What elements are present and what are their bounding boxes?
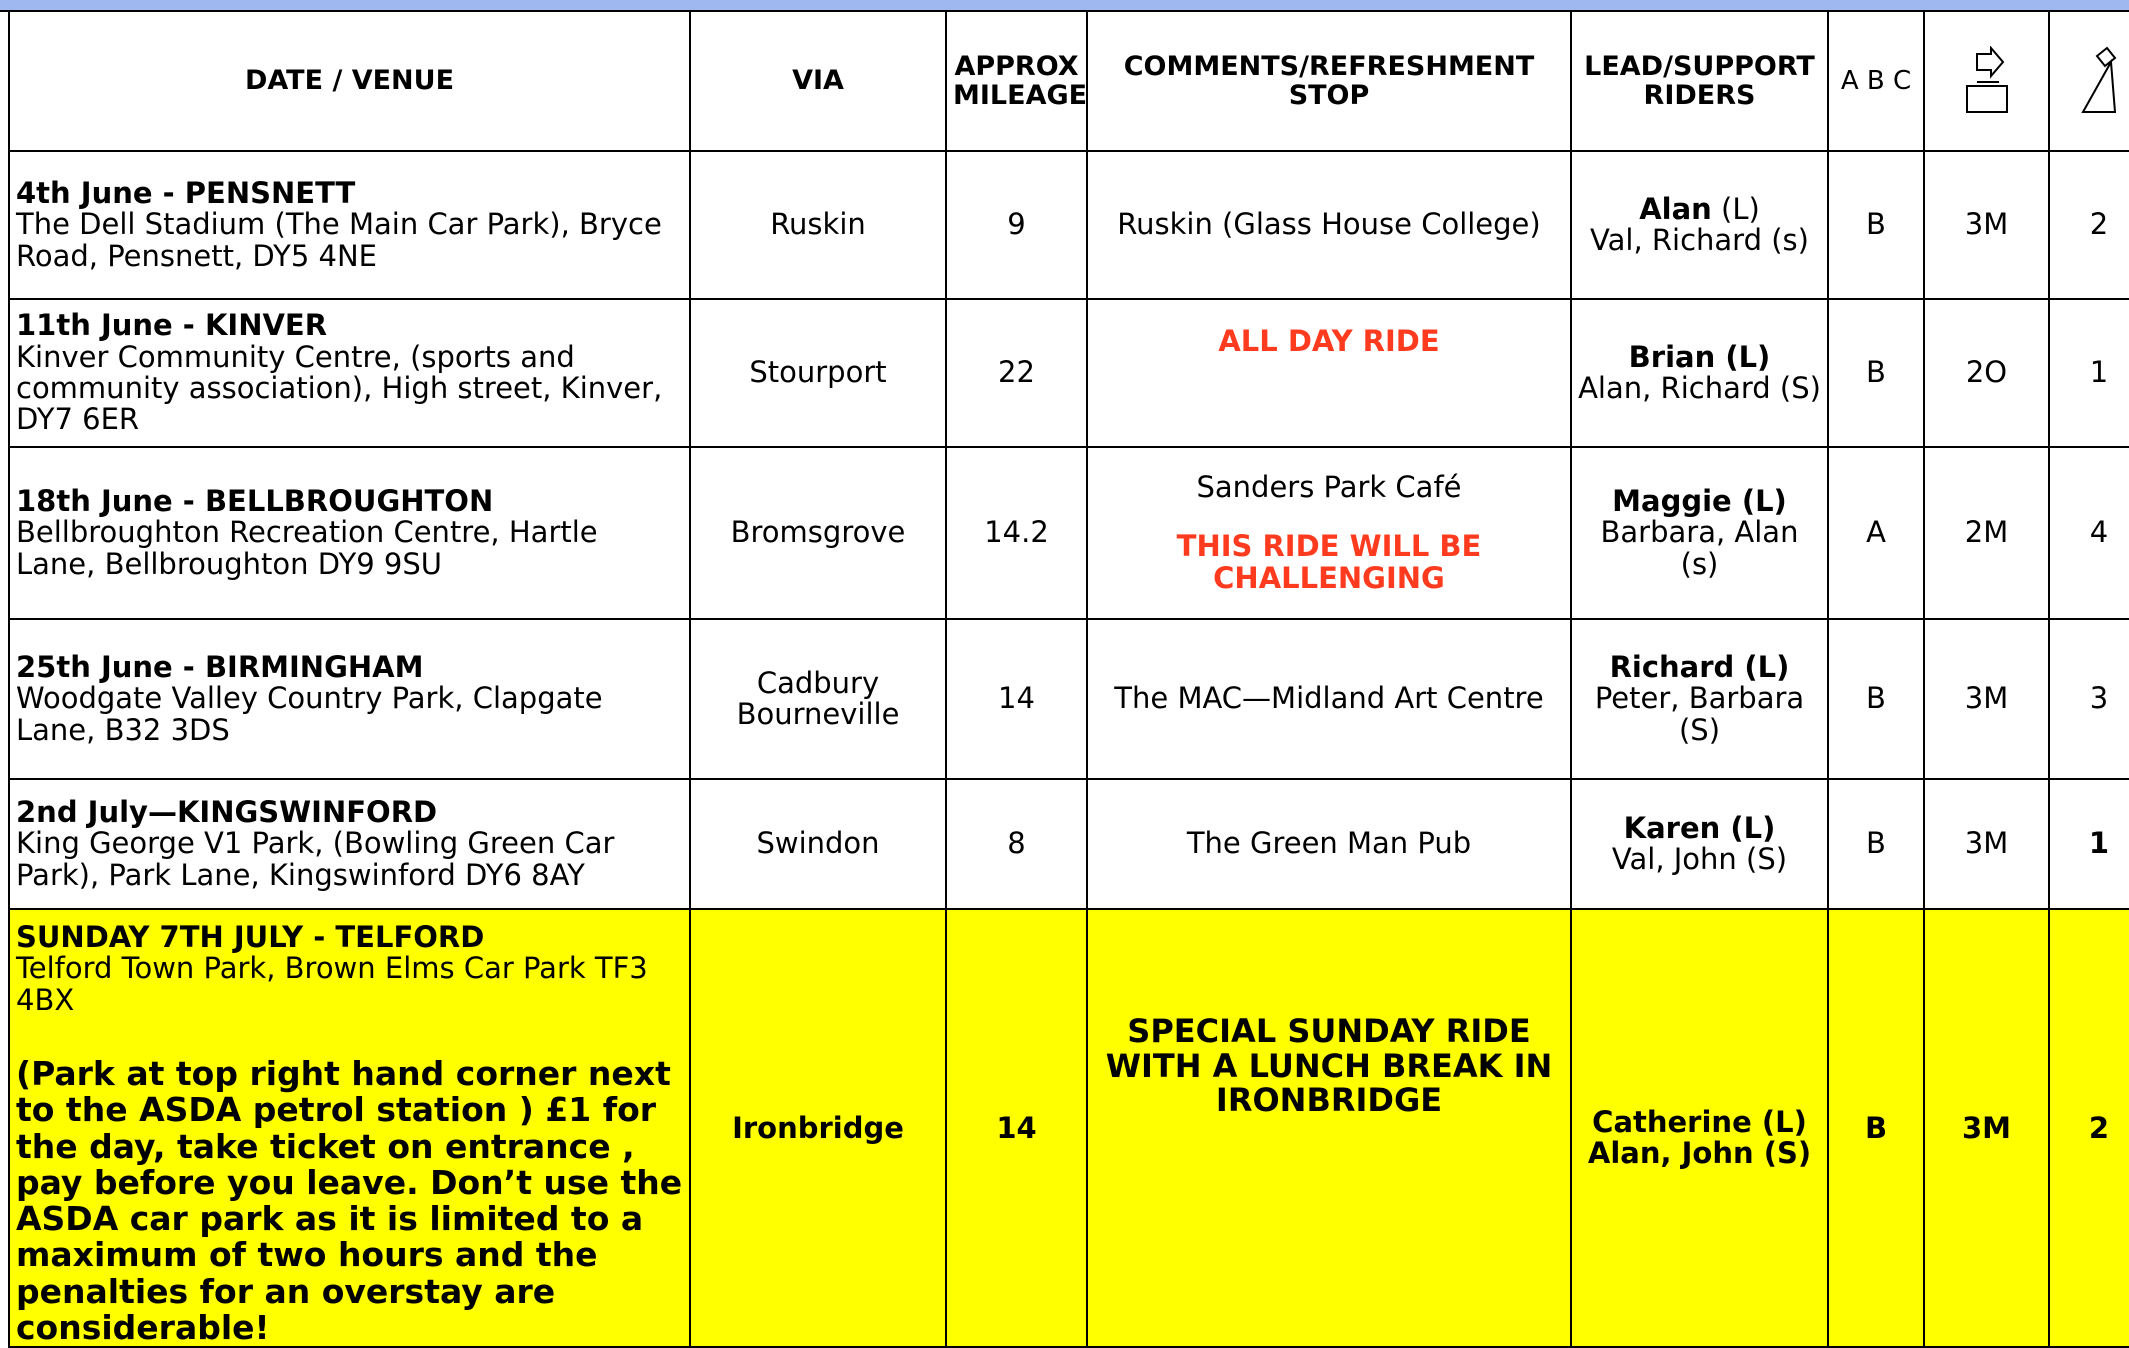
via-cell: Ironbridge [690, 909, 946, 1347]
ramp-incline-icon [2077, 46, 2121, 116]
riders-cell [1571, 299, 1828, 447]
lead-rider: Alan [1639, 191, 1712, 226]
header-row [9, 11, 2129, 151]
ride-date: SUNDAY 7TH JULY - TELFORD [16, 920, 485, 954]
parking-cell: 3M [1924, 619, 2049, 779]
ride-date: 18th June - BELLBROUGHTON [16, 484, 494, 519]
comment-text: Ruskin (Glass House College) [1117, 207, 1541, 242]
venue-address: King George V1 Park, (Bowling Green Car Park), Park Lane, Kingswinford DY6 8AY [16, 826, 615, 892]
venue-cell [9, 619, 690, 779]
riders-cell [1571, 447, 1828, 619]
riders-cell [1571, 909, 1828, 1347]
parking-cell: 3M [1924, 151, 2049, 299]
comment-cell [1087, 151, 1571, 299]
table-row [9, 779, 2129, 909]
grade-cell: B [1828, 909, 1924, 1347]
mileage-cell: 9 [946, 151, 1087, 299]
ride-date: 11th June - KINVER [16, 308, 328, 343]
riders-cell [1571, 619, 1828, 779]
comment-cell [1087, 779, 1571, 909]
comment-text: Sanders Park Café [1196, 470, 1462, 505]
grade-cell: B [1828, 779, 1924, 909]
table-row [9, 151, 2129, 299]
parking-cell: 2M [1924, 447, 2049, 619]
comment-cell [1087, 619, 1571, 779]
support-riders: Val, John (S) [1611, 842, 1788, 876]
lead-rider: Brian (L) [1628, 339, 1771, 374]
mileage-cell: 14.2 [946, 447, 1087, 619]
col-header-riders: LEAD/SUPPORT RIDERS [1571, 11, 1828, 151]
lead-rider: Richard (L) [1609, 650, 1790, 685]
lead-rider: Maggie (L) [1612, 484, 1787, 519]
comment-alert: THIS RIDE WILL BE CHALLENGING [1176, 529, 1482, 595]
venue-cell [9, 151, 690, 299]
comment-alert: ALL DAY RIDE [1218, 324, 1440, 358]
col-header-comments: COMMENTS/REFRESHMENT STOP [1087, 11, 1571, 151]
venue-cell [9, 909, 690, 1347]
comment-cell [1087, 447, 1571, 619]
ride-schedule-table [8, 10, 2129, 1348]
gradient-cell: 4 [2049, 447, 2129, 619]
grade-cell: B [1828, 619, 1924, 779]
support-riders: Alan, John (S) [1587, 1136, 1812, 1171]
comment-text: The MAC—Midland Art Centre [1114, 681, 1544, 716]
col-header-date-venue: DATE / VENUE [9, 11, 690, 151]
via-cell: Bromsgrove [690, 447, 946, 619]
col-header-gradient [2049, 11, 2129, 151]
venue-address: Woodgate Valley Country Park, Clapgate Lane, B32 3DS [16, 681, 603, 747]
gradient-cell: 1 [2049, 299, 2129, 447]
parking-cell: 3M [1924, 779, 2049, 909]
comment-text: The Green Man Pub [1186, 826, 1472, 861]
via-cell: Cadbury Bourneville [690, 619, 946, 779]
venue-address: Kinver Community Centre, (sports and community association), High street, Kinver, DY7 6ER [16, 339, 663, 437]
ride-date: 4th June - PENSNETT [16, 176, 356, 211]
ride-date: 2nd July—KINGSWINFORD [16, 795, 438, 830]
comment-text: SPECIAL SUNDAY RIDE WITH A LUNCH BREAK IN IRONBRIDGE [1105, 1012, 1553, 1120]
mileage-cell: 22 [946, 299, 1087, 447]
col-header-via: VIA [690, 11, 946, 151]
gradient-cell: 2 [2049, 909, 2129, 1347]
col-header-mileage: APPROX MILEAGE [946, 11, 1087, 151]
gradient-cell: 1 [2049, 779, 2129, 909]
table-row [9, 619, 2129, 779]
parking-sign-icon [1957, 46, 2017, 116]
lead-rider: Karen (L) [1623, 810, 1776, 845]
comment-cell [1087, 909, 1571, 1347]
grade-cell: A [1828, 447, 1924, 619]
support-riders: Val, Richard (s) [1590, 223, 1809, 257]
riders-cell [1571, 151, 1828, 299]
mileage-cell: 8 [946, 779, 1087, 909]
venue-cell [9, 779, 690, 909]
venue-address: Telford Town Park, Brown Elms Car Park TF3 4BX [16, 951, 648, 1017]
support-riders: Barbara, Alan (s) [1600, 515, 1799, 581]
via-cell: Swindon [690, 779, 946, 909]
gradient-cell: 2 [2049, 151, 2129, 299]
venue-address: The Dell Stadium (The Main Car Park), Bryce Road, Pensnett, DY5 4NE [16, 207, 662, 273]
special-ride-row [9, 909, 2129, 1347]
mileage-cell: 14 [946, 619, 1087, 779]
riders-cell [1571, 779, 1828, 909]
parking-cell: 3M [1924, 909, 2049, 1347]
parking-note: (Park at top right hand corner next to the ASDA petrol station ) £1 for the day, take ticket on entrance , pay before you leave. Don’t use the ASDA car park as it is limited to a maximum of two hours and the penalties for an overstay are considerable! [16, 1053, 683, 1348]
col-header-parking [1924, 11, 2049, 151]
venue-cell [9, 299, 690, 447]
venue-cell [9, 447, 690, 619]
mileage-cell: 14 [946, 909, 1087, 1347]
lead-rider: Catherine (L) [1592, 1104, 1807, 1139]
parking-cell: 2O [1924, 299, 2049, 447]
table-row [9, 447, 2129, 619]
via-cell: Stourport [690, 299, 946, 447]
col-header-grade: A B C [1828, 11, 1924, 151]
grade-cell: B [1828, 299, 1924, 447]
gradient-cell: 3 [2049, 619, 2129, 779]
comment-cell [1087, 299, 1571, 447]
ride-date: 25th June - BIRMINGHAM [16, 650, 424, 685]
venue-address: Bellbroughton Recreation Centre, Hartle Lane, Bellbroughton DY9 9SU [16, 515, 598, 581]
support-riders: Alan, Richard (S) [1578, 371, 1821, 405]
support-riders: Peter, Barbara (S) [1594, 681, 1805, 747]
table-row [9, 299, 2129, 447]
lead-tag: (L) [1711, 191, 1760, 226]
grade-cell: B [1828, 151, 1924, 299]
via-cell: Ruskin [690, 151, 946, 299]
